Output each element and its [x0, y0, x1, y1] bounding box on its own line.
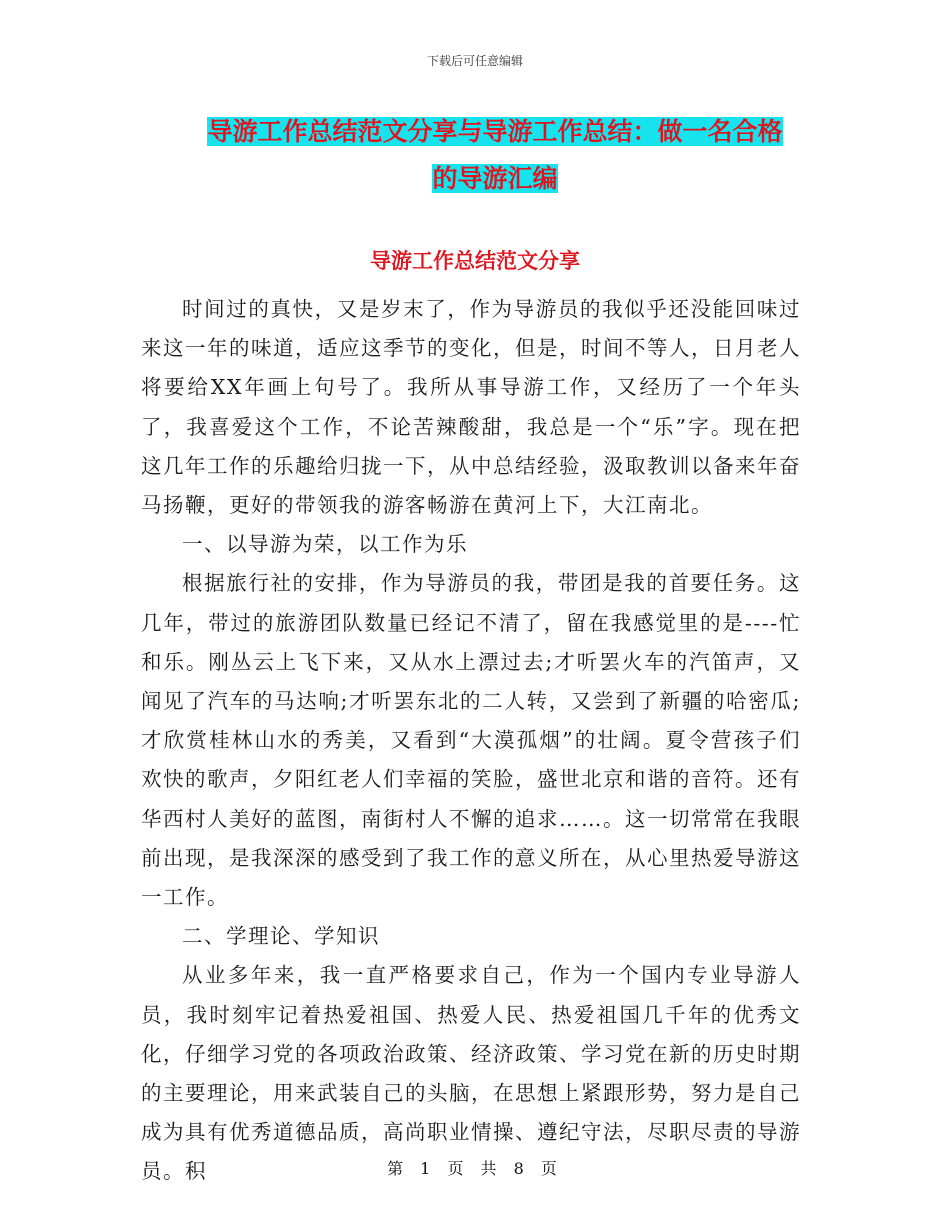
document-title	[140, 108, 850, 202]
heading-section-2: 二、学理论、学知识	[182, 924, 380, 949]
paragraph-section-1: 根据旅行社的安排，作为导游员的我，带团是我的首要任务。这几年，带过的旅游团队数量已经记不清了，留在我感觉里的是----忙和乐。刚丛云上飞下来，又从水上漂过去;才听罢火车的汽笛声，又闻见了汽车的马达响;才听罢东北的二人转，又尝到了新疆的哈密瓜;才欣赏桂林山水的秀美，又看到“大漠孤烟”的壮阔。夏令营孩子们欢快的歌声，夕阳红老人们幸福的笑脸，盛世北京和谐的音符。还有华西村人美好的蓝图，南街村人不懈的追求……。这一切常常在我眼前出现，是我深深的感受到了我工作的意义所在，从心里热爱导游这一工作。	[141, 571, 801, 910]
paragraph-section-2: 从业多年来，我一直严格要求自己，作为一个国内专业导游人员，我时刻牢记着热爱祖国、热爱人民、热爱祖国几千年的优秀文化，仔细学习党的各项政治政策、经济政策、学习党在新的历史时期的主要理论，用来武装自己的头脑，在思想上紧跟形势，努力是自己成为具有优秀道德品质，高尚职业情操、遵纪守法，尽职尽责的导游员。积	[141, 963, 801, 1184]
section-title: 导游工作总结范文分享	[370, 249, 580, 273]
page-footer: 第 1 页 共 8 页	[387, 1159, 563, 1178]
title-line-2: 的导游汇编	[432, 164, 558, 193]
title-line-1: 导游工作总结范文分享与导游工作总结：做一名合格	[207, 117, 783, 146]
paragraph-intro: 时间过的真快，又是岁末了，作为导游员的我似乎还没能回味过来这一年的味道，适应这季节的变化，但是，时间不等人，日月老人将要给XX年画上句号了。我所从事导游工作，又经历了一个年头了，我喜爱这个工作，不论苦辣酸甜，我总是一个“乐”字。现在把这几年工作的乐趣给归拢一下，从中总结经验，汲取教训以备来年奋马扬鞭，更好的带领我的游客畅游在黄河上下，大江南北。	[141, 297, 801, 518]
heading-section-1: 一、以导游为荣，以工作为乐	[182, 532, 468, 557]
header-note: 下载后可任意编辑	[426, 54, 523, 68]
document-body	[141, 290, 801, 1192]
